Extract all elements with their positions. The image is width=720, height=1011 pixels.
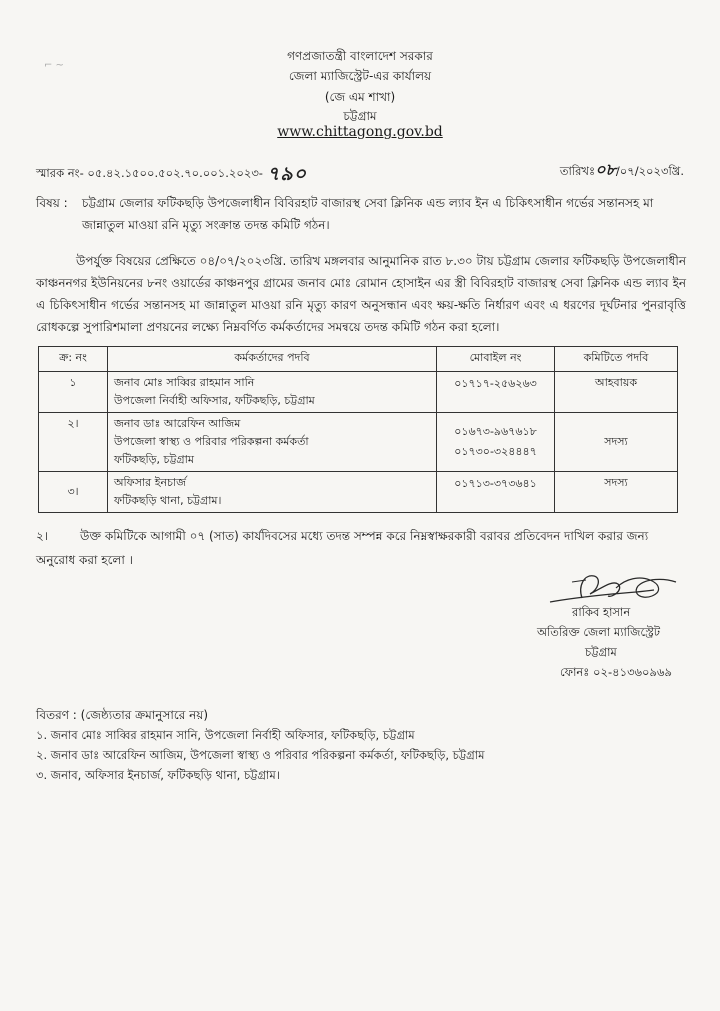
mobile-number: ০১৭১৩-৩৭৩৬৪১ bbox=[454, 477, 537, 490]
designation-line: ফটিকছড়ি, চট্টগ্রাম bbox=[114, 453, 194, 466]
header-district: চট্টগ্রাম bbox=[343, 109, 377, 123]
header-branch: (জে এম শাখা) bbox=[324, 90, 396, 104]
row-role: আহবায়ক bbox=[555, 372, 678, 413]
row-mobile bbox=[437, 372, 555, 413]
list-item: ১. জনাব মোঃ সাব্বির রাহমান সানি, উপজেলা নির্বাহী অফিসার, ফটিকছড়ি, চট্টগ্রাম bbox=[36, 728, 415, 742]
memo-date bbox=[560, 157, 684, 184]
paragraph-number: ২। bbox=[36, 529, 49, 543]
committee-table bbox=[38, 346, 678, 513]
memo-handwritten-number: ৭৯০ bbox=[266, 163, 307, 185]
distribution-list bbox=[36, 725, 484, 785]
memo-number bbox=[36, 157, 307, 189]
header-office: জেলা ম্যাজিস্ট্রেট-এর কার্যালয় bbox=[288, 69, 432, 83]
row-role: সদস্য bbox=[555, 413, 678, 472]
header-committee-role: কমিটিতে পদবি bbox=[555, 347, 678, 372]
row-role: সদস্য bbox=[555, 472, 678, 513]
signatory-location: চট্টগ্রাম bbox=[585, 645, 617, 659]
second-paragraph bbox=[36, 524, 686, 572]
signatory-title: অতিরিক্ত জেলা ম্যাজিস্ট্রেট bbox=[537, 625, 661, 639]
signatory-phone: ফোনঃ ০২-৪১৩৬০৯৬৯ bbox=[560, 665, 672, 679]
list-item: ৩. জনাব, অফিসার ইনচার্জ, ফটিকছড়ি থানা, চট্টগ্রাম। bbox=[36, 768, 280, 782]
date-label: তারিখঃ bbox=[559, 164, 596, 178]
row-designation bbox=[108, 413, 437, 472]
distribution-title: বিতরণ : (জেষ্ঠ্যতার ক্রমানুসারে নয়) bbox=[36, 708, 209, 722]
table-row bbox=[39, 472, 678, 513]
designation-line: উপজেলা স্বাস্থ্য ও পরিবার পরিকল্পনা কর্মকর্তা bbox=[114, 435, 309, 448]
subject-text: চট্টগ্রাম জেলার ফটিকছড়ি উপজেলাধীন বিবিরহাট বাজারস্থ সেবা ক্লিনিক এন্ড ল্যাব ইন এ চিকিৎসাধীন গর্ভের সন্তানসহ মা জান্নাতুল মাওয়া রনি মৃত্যু সংক্রান্ত তদন্ত কমিটি গঠন। bbox=[82, 196, 654, 232]
mobile-number: ০১৭৩০-৩২৪৪৪৭ bbox=[454, 445, 537, 458]
row-mobile bbox=[437, 413, 555, 472]
row-serial: ১ bbox=[39, 372, 108, 413]
table-row bbox=[39, 372, 678, 413]
signatory-name: রাকিব হাসান bbox=[572, 605, 631, 619]
designation-line: জনাব ডাঃ আরেফিন আজিম bbox=[114, 417, 241, 430]
row-designation bbox=[108, 372, 437, 413]
body-paragraph: উপর্যুক্ত বিষয়ের প্রেক্ষিতে ০৪/০৭/২০২৩খ্রি. তারিখ মঙ্গলবার আনুমানিক রাত ৮.৩০ টায় চট্টগ্রাম জেলার ফটিকছড়ি উপজেলাধীন কাঞ্চননগর ইউনিয়নের ৮নং ওয়ার্ডের কাঞ্চনপুর গ্রামের জনাব মোঃ রোমান হোসাইন এর স্ত্রী বিবিরহাট বাজারস্থ সেবা ক্লিনিক এন্ড ল্যাব ইন এ চিকিৎসাধীন গর্ভের সন্তানসহ মা জান্নাতুল মাওয়া রনি মৃত্যু কারণ অনুসন্ধান এবং ক্ষয়-ক্ষতি নির্ধারণ এবং এ ধরণের দূর্ঘটনার পুনরাবৃত্তি রোধকল্পে সুপারিশমালা প্রণয়নের লক্ষ্যে নিম্নবর্ণিত কর্মকর্তাদের সমন্বয়ে তদন্ত কমিটি গঠন করা হলো। bbox=[36, 254, 686, 334]
row-designation bbox=[108, 472, 437, 513]
subject-label: বিষয় : bbox=[36, 196, 68, 210]
header-website[interactable]: www.chittagong.gov.bd bbox=[277, 124, 443, 140]
mobile-number: ০১৭১৭-২৫৬২৬৩ bbox=[454, 377, 537, 390]
header-serial: ক্র: নং bbox=[39, 347, 108, 372]
designation-line: অফিসার ইনচার্জ bbox=[114, 476, 186, 489]
header-mobile: মোবাইল নং bbox=[437, 347, 555, 372]
row-serial: ২। bbox=[39, 413, 108, 472]
header-government: গণপ্রজাতন্ত্রী বাংলাদেশ সরকার bbox=[287, 49, 433, 63]
header-designation: কর্মকর্তাদের পদবি bbox=[108, 347, 437, 372]
paragraph-text: উক্ত কমিটিকে আগামী ০৭ (সাত) কার্যদিবসের মধ্যে তদন্ত সম্পন্ন করে নিম্নস্বাক্ষরকারী বরাবর প্রতিবেদন দাখিল করার জন্য অনুরোধ করা হলো । bbox=[36, 529, 649, 567]
memo-prefix: স্মারক নং- ০৫.৪২.১৫০০.৫০২.৭০.০০১.২০২৩- bbox=[36, 166, 263, 180]
row-serial: ৩। bbox=[39, 472, 108, 513]
row-mobile bbox=[437, 472, 555, 513]
mobile-number: ০১৬৭৩-৯৬৭৬১৮ bbox=[454, 425, 537, 438]
table-row bbox=[39, 413, 678, 472]
designation-line: জনাব মোঃ সাব্বির রাহমান সানি bbox=[114, 376, 255, 389]
table-header-row bbox=[39, 347, 678, 372]
date-rest: /০৭/২০২৩খ্রি. bbox=[615, 164, 684, 178]
scan-smudge: ⌐ ~ bbox=[44, 60, 64, 71]
date-handwritten-day: ০৮ bbox=[595, 160, 616, 179]
designation-line: উপজেলা নির্বাহী অফিসার, ফটিকছড়ি, চট্টগ্রাম bbox=[114, 394, 315, 407]
subject-line bbox=[36, 192, 686, 236]
designation-line: ফটিকছড়ি থানা, চট্টগ্রাম। bbox=[114, 494, 222, 507]
list-item: ২. জনাব ডাঃ আরেফিন আজিম, উপজেলা স্বাস্থ্য ও পরিবার পরিকল্পনা কর্মকর্তা, ফটিকছড়ি, চট্টগ্রাম bbox=[36, 748, 485, 762]
